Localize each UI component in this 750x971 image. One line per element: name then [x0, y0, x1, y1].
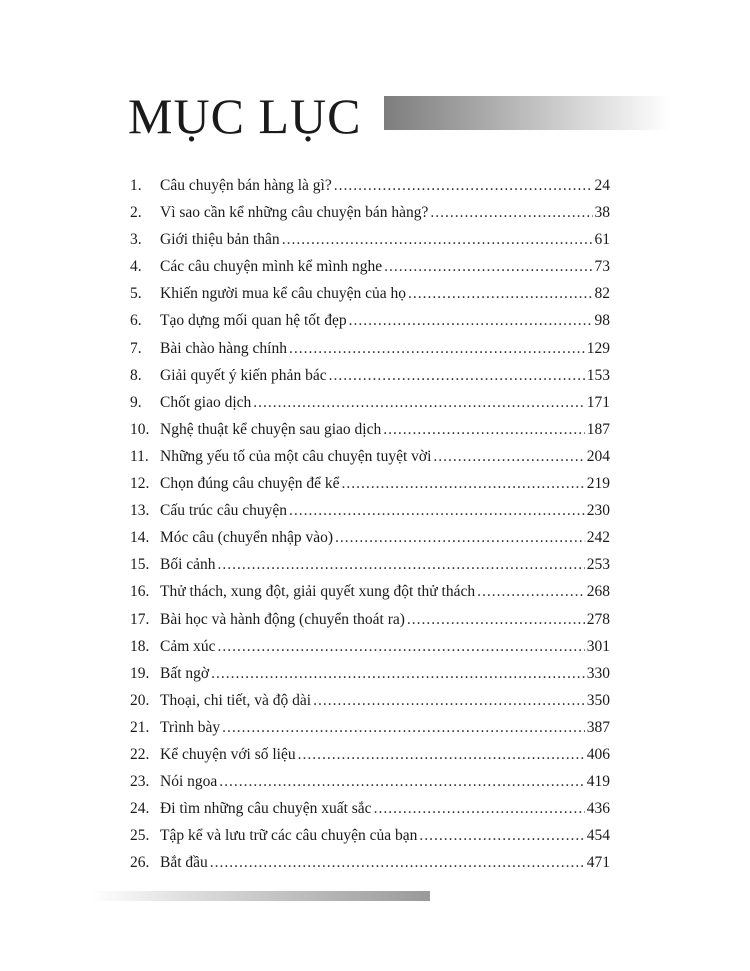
toc-entry-title: Trình bày — [160, 718, 221, 736]
toc-entry-page: 187 — [586, 420, 610, 438]
toc-entry-page: 350 — [586, 691, 610, 709]
toc-entry-number: 16. — [130, 583, 150, 601]
toc-entry-title: Chốt giao dịch — [160, 393, 252, 411]
toc-entry-page: 61 — [594, 231, 610, 249]
toc-entry[interactable] — [130, 606, 610, 633]
toc-entry-number: 5. — [130, 285, 142, 303]
toc-entry[interactable] — [130, 497, 610, 524]
toc-entry[interactable] — [130, 822, 610, 849]
toc-entry-title: Bất ngờ — [160, 664, 210, 682]
toc-entry[interactable] — [130, 199, 610, 226]
toc-entry-page: 278 — [586, 610, 610, 628]
dot-leader — [289, 497, 585, 524]
toc-entry[interactable] — [130, 578, 610, 605]
toc-entry[interactable] — [130, 470, 610, 497]
toc-entry[interactable] — [130, 768, 610, 795]
toc-entry-page: 219 — [586, 475, 610, 493]
toc-entry-title: Đi tìm những câu chuyện xuất sắc — [160, 800, 372, 818]
toc-entry-page: 242 — [586, 529, 610, 547]
toc-entry-number: 20. — [130, 691, 150, 709]
toc-entry-number: 8. — [130, 366, 142, 384]
toc-entry[interactable] — [130, 714, 610, 741]
toc-entry-number: 17. — [130, 610, 150, 628]
toc-entry[interactable] — [130, 389, 610, 416]
toc-entry-number: 14. — [130, 529, 150, 547]
toc-entry[interactable] — [130, 524, 610, 551]
toc-entry-number: 10. — [130, 420, 150, 438]
dot-leader — [433, 443, 584, 470]
toc-entry-number: 21. — [130, 718, 150, 736]
toc-entry-page: 330 — [586, 664, 610, 682]
toc-entry-page: 406 — [586, 745, 610, 763]
toc-entry-number: 1. — [130, 177, 142, 194]
toc-entry[interactable] — [130, 416, 610, 443]
dot-leader — [218, 633, 585, 660]
toc-entry-number: 13. — [130, 502, 150, 520]
toc-entry-number: 11. — [130, 447, 149, 465]
toc-entry-title: Câu chuyện bán hàng là gì? — [160, 177, 332, 194]
toc-entry-page: 129 — [586, 339, 610, 357]
toc-entry-title: Khiến người mua kể câu chuyện của họ — [160, 285, 407, 303]
dot-leader — [477, 578, 585, 605]
toc-entry[interactable] — [130, 335, 610, 362]
dot-leader — [407, 606, 585, 633]
toc-entry-number: 9. — [130, 393, 142, 411]
dot-leader — [408, 280, 592, 307]
dot-leader — [374, 795, 585, 822]
toc-entry-title: Vì sao cần kể những câu chuyện bán hàng? — [160, 204, 429, 222]
toc-entry-page: 24 — [594, 177, 610, 194]
toc-entry-title: Chọn đúng câu chuyện để kể — [160, 475, 340, 493]
toc-entry-title: Tập kể và lưu trữ các câu chuyện của bạn — [160, 827, 418, 845]
toc-entry-number: 6. — [130, 312, 142, 330]
toc-entry-title: Nghệ thuật kể chuyện sau giao dịch — [160, 420, 382, 438]
toc-entry-title: Bắt đầu — [160, 854, 208, 872]
toc-entry-page: 436 — [586, 800, 610, 818]
toc-entry-page: 471 — [586, 854, 610, 872]
toc-entry-title: Bối cảnh — [160, 556, 216, 574]
page-title: MỤC LỤC — [128, 88, 362, 144]
toc-entry-page: 301 — [586, 637, 610, 655]
dot-leader — [253, 389, 584, 416]
title-decoration-bar — [384, 96, 670, 130]
toc-entry-number: 2. — [130, 204, 142, 222]
toc-entry-title: Các câu chuyện mình kể mình nghe — [160, 258, 383, 276]
toc-entry-title: Nói ngoa — [160, 773, 218, 791]
toc-entry-number: 15. — [130, 556, 150, 574]
dot-leader — [211, 660, 585, 687]
toc-entry[interactable] — [130, 172, 610, 199]
toc-entry-page: 454 — [586, 827, 610, 845]
toc-entry-page: 38 — [594, 204, 610, 222]
toc-entry[interactable] — [130, 253, 610, 280]
toc-entry-number: 22. — [130, 745, 150, 763]
dot-leader — [430, 199, 592, 226]
dot-leader — [335, 524, 585, 551]
toc-entry-title: Cảm xúc — [160, 637, 216, 655]
toc-entry-title: Thoại, chi tiết, và độ dài — [160, 691, 312, 709]
dot-leader — [419, 822, 584, 849]
dot-leader — [313, 687, 585, 714]
toc-entry-page: 98 — [594, 312, 610, 330]
dot-leader — [222, 714, 585, 741]
toc-entry-title: Cấu trúc câu chuyện — [160, 502, 287, 520]
toc-entry[interactable] — [130, 280, 610, 307]
toc-entry-page: 171 — [586, 393, 610, 411]
toc-entry-title: Giới thiệu bản thân — [160, 231, 280, 249]
toc-entry-number: 7. — [130, 339, 142, 357]
dot-leader — [298, 741, 585, 768]
toc-entry[interactable] — [130, 307, 610, 334]
toc-entry-page: 268 — [586, 583, 610, 601]
toc-entry-title: Kể chuyện với số liệu — [160, 745, 296, 763]
dot-leader — [289, 335, 585, 362]
toc-entry-page: 73 — [594, 258, 610, 276]
toc-entry-number: 18. — [130, 637, 150, 655]
toc-entry[interactable] — [130, 362, 610, 389]
toc-entry-number: 24. — [130, 800, 150, 818]
toc-entry[interactable] — [130, 795, 610, 822]
toc-entry-title: Giải quyết ý kiến phản bác — [160, 366, 327, 384]
bottom-decoration-bar — [92, 891, 430, 901]
dot-leader — [329, 362, 585, 389]
dot-leader — [219, 768, 584, 795]
toc-entry-page: 253 — [586, 556, 610, 574]
dot-leader — [383, 416, 585, 443]
toc-entry-page: 230 — [586, 502, 610, 520]
toc-entry-title: Tạo dựng mối quan hệ tốt đẹp — [160, 312, 347, 330]
toc-entry-page: 419 — [586, 773, 610, 791]
toc-entry-number: 26. — [130, 854, 150, 872]
toc-entry-page: 204 — [586, 447, 610, 465]
dot-leader — [282, 226, 593, 253]
toc-entry[interactable] — [130, 687, 610, 714]
dot-leader — [210, 849, 585, 876]
toc-entry[interactable] — [130, 741, 610, 768]
dot-leader — [334, 172, 593, 199]
toc-entry[interactable] — [130, 443, 610, 470]
toc-entry-number: 19. — [130, 664, 150, 682]
toc-entry-title: Những yếu tố của một câu chuyện tuyệt vời — [160, 447, 432, 465]
toc-entry-number: 12. — [130, 475, 150, 493]
dot-leader — [218, 551, 585, 578]
toc-entry[interactable] — [130, 633, 610, 660]
toc-entry[interactable] — [130, 551, 610, 578]
toc-entry-number: 3. — [130, 231, 142, 249]
toc-entry-number: 25. — [130, 827, 150, 845]
toc-entry-title: Móc câu (chuyển nhập vào) — [160, 529, 334, 547]
toc-entry[interactable] — [130, 660, 610, 687]
toc-entry-number: 23. — [130, 773, 150, 791]
toc-entry[interactable] — [130, 226, 610, 253]
toc-entry-number: 4. — [130, 258, 142, 276]
toc-entry-page: 153 — [586, 366, 610, 384]
dot-leader — [349, 307, 593, 334]
toc-entry-title: Thử thách, xung đột, giải quyết xung đột thử thách — [160, 583, 476, 601]
dot-leader — [342, 470, 585, 497]
toc-entry-page: 387 — [586, 718, 610, 736]
table-of-contents — [130, 172, 610, 876]
toc-entry-title: Bài học và hành động (chuyển thoát ra) — [160, 610, 405, 628]
toc-entry-title: Bài chào hàng chính — [160, 339, 287, 357]
dot-leader — [384, 253, 592, 280]
toc-entry[interactable] — [130, 849, 610, 876]
toc-entry-page: 82 — [594, 285, 610, 303]
